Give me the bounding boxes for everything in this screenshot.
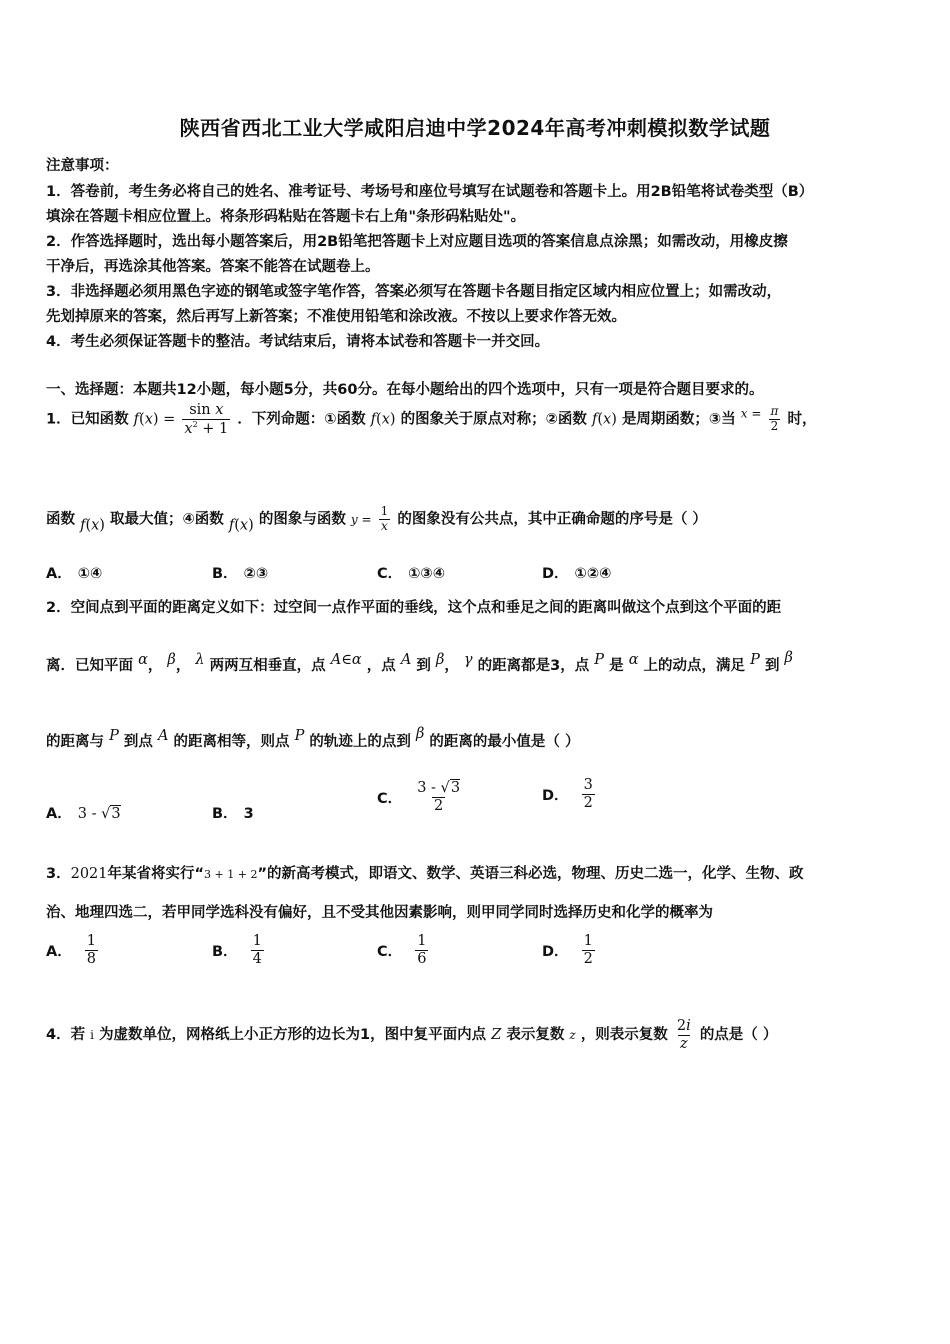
question-1-line-2: 函数 f(x) 取最大值；④函数 f(x) 的图象与函数 y = $\frac{1}{x}$ 的图象没有公共点，其中正确命题的序号是（ ） (46, 504, 707, 534)
question-3-line-1 (46, 862, 803, 883)
question-1-line-1: 1．已知函数 f(x) = $\frac{\text{sin x}}{x^2 + 1}$ ．下列命题：①函数 f(x) 的图象关于原点对称；②函数 f(x) 是周期函数；③当 $^x$ = $\frac{\pi}{2}$ 时， (46, 402, 817, 437)
q4-text: 的点是（ ） (699, 1027, 778, 1044)
q4-text: 4．若 (46, 1027, 86, 1044)
section-heading: 一、选择题：本题共12小题，每小题5分，共60分。在每小题给出的四个选项中，只有一项是符合题目要求的。 (46, 382, 764, 398)
notice-item: 4．考生必须保证答题卡的整洁。考试结束后，请将本试卷和答题卡一并交回。 (46, 334, 550, 350)
formula-sinx-fraction: $\frac{\text{sin x}}{x^2 + 1}$ (184, 402, 229, 437)
q1-text: 是周期函数；③当 (621, 411, 736, 428)
q3-text: ”的新高考模式，即语文、数学、英语三科必选，物理、历史二选一，化学、生物、政 (257, 866, 804, 882)
q2-text: 的轨迹上的点到 (309, 734, 411, 750)
q1-text: 的图象没有公共点，其中正确命题的序号是（ ） (397, 511, 707, 528)
notice-item: 填涂在答题卡相应位置上。将条形码粘贴在答题卡右上角"条形码粘贴处"。 (46, 209, 526, 225)
q3-year: 2021 (70, 866, 108, 882)
formula-2i-over-z: $\frac{2i}{z}$ (676, 1018, 691, 1052)
q4-text: 表示复数 (506, 1027, 565, 1044)
q2-text: 到 (764, 658, 780, 674)
question-2-line-3: 的距离与 P 到点 A 的距离相等，则点 P 的轨迹上的点到 β 的距离的最小值是（ ） (46, 726, 580, 750)
formula-fx: f (133, 411, 140, 428)
notice-item: 1．答卷前，考生务必将自己的姓名、准考证号、考场号和座位号填写在试题卷和答题卡上。用2B铅笔将试卷类型（B） (46, 184, 814, 200)
q3-text: 年某省将实行“ (107, 866, 205, 882)
q3-option-a[interactable]: A． $\frac{1}{8}$ (46, 933, 97, 967)
q1-option-c[interactable]: C． ①③④ (377, 566, 445, 582)
q3-option-c[interactable]: C． $\frac{1}{6}$ (377, 933, 427, 967)
q4-text: ，则表示复数 (580, 1027, 668, 1044)
q1-text: 取最大值；④函数 (110, 511, 224, 528)
formula-pi-over-2: $\frac{\pi}{2}$ (770, 404, 779, 434)
q2-text: 到点 (123, 734, 153, 750)
formula-one-over-x: $\frac{1}{x}$ (380, 504, 389, 533)
q2-text: 的距离相等，则点 (173, 734, 290, 750)
q2-option-d[interactable]: D． $\frac{3}{2}$ (542, 777, 593, 811)
q2-option-a[interactable]: A． 3 - √3 (46, 806, 121, 822)
q2-text: 的距离都是3，点 (477, 658, 590, 674)
q4-text: 为虚数单位，网格纸上小正方形的边长为1，图中复平面内点 (99, 1027, 487, 1044)
q3-option-d[interactable]: D． $\frac{1}{2}$ (542, 933, 593, 967)
q1-text: 1．已知函数 (46, 411, 129, 428)
q3-option-b[interactable]: B． $\frac{1}{4}$ (212, 933, 262, 967)
q3-mode: 3 + 1 + 2 (204, 868, 258, 881)
q1-option-b[interactable]: B． ②③ (212, 566, 269, 582)
notice-item: 3．非选择题必须用黑色字迹的钢笔或签字笔作答，答案必须写在答题卡各题目指定区域内相应位置上；如需改动， (46, 284, 782, 300)
q1-text: 函数 (46, 511, 75, 528)
q1-option-a[interactable]: A． ①④ (46, 566, 103, 582)
q2-option-b[interactable]: B． 3 (212, 806, 254, 822)
notice-heading: 注意事项： (46, 158, 119, 174)
question-2-line-2: 离．已知平面 α， β， λ 两两互相垂直，点 A∈α ，点 A 到 β， γ 的距离都是3，点 P 是 α 上的动点，满足 P 到 β (46, 650, 793, 674)
q3-text: 3． (46, 866, 71, 882)
q2-text: 到 (416, 658, 431, 674)
question-3-line-2: 治、地理四选二，若甲同学选科没有偏好，且不受其他因素影响，则甲同学同时选择历史和化学的概率为 (46, 905, 713, 921)
q2-text: 的距离与 (46, 734, 104, 750)
q2-text: 的距离的最小值是（ ） (429, 734, 580, 750)
question-4-line-1: 4．若 i 为虚数单位，网格纸上小正方形的边长为1，图中复平面内点 Z 表示复数 z ，则表示复数 $\frac{2i}{z}$ 的点是（ ） (46, 1018, 778, 1052)
q2-text: 两两互相垂直，点 (209, 658, 326, 674)
q1-text: 的图象与函数 (258, 511, 346, 528)
q2-option-c[interactable]: C． $\frac{3 - √3}{2}$ (377, 780, 461, 814)
notice-item: 干净后，再选涂其他答案。答案不能答在试题卷上。 (46, 259, 380, 275)
q2-text: 是 (609, 658, 624, 674)
q1-option-d[interactable]: D． ①②④ (542, 566, 612, 582)
page-title: 陕西省西北工业大学咸阳启迪中学2024年高考冲刺模拟数学试题 (179, 116, 771, 140)
question-2-line-1: 2．空间点到平面的距离定义如下：过空间一点作平面的垂线，这个点和垂足之间的距离叫做这个点到这个平面的距 (46, 600, 782, 616)
notice-item: 2．作答选择题时，选出每小题答案后，用2B铅笔把答题卡上对应题目选项的答案信息点涂黑；如需改动，用橡皮擦 (46, 234, 788, 250)
q1-text: 时， (787, 411, 817, 428)
q2-text: ，点 (366, 658, 396, 674)
q2-text: 离．已知平面 (46, 658, 133, 674)
q1-text: ．下列命题：①函数 (237, 411, 366, 428)
notice-item: 先划掉原来的答案，然后再写上新答案；不准使用铅笔和涂改液。不按以上要求作答无效。 (46, 309, 626, 325)
q1-text: 的图象关于原点对称；②函数 (400, 411, 587, 428)
q2-text: 上的动点，满足 (643, 658, 746, 674)
